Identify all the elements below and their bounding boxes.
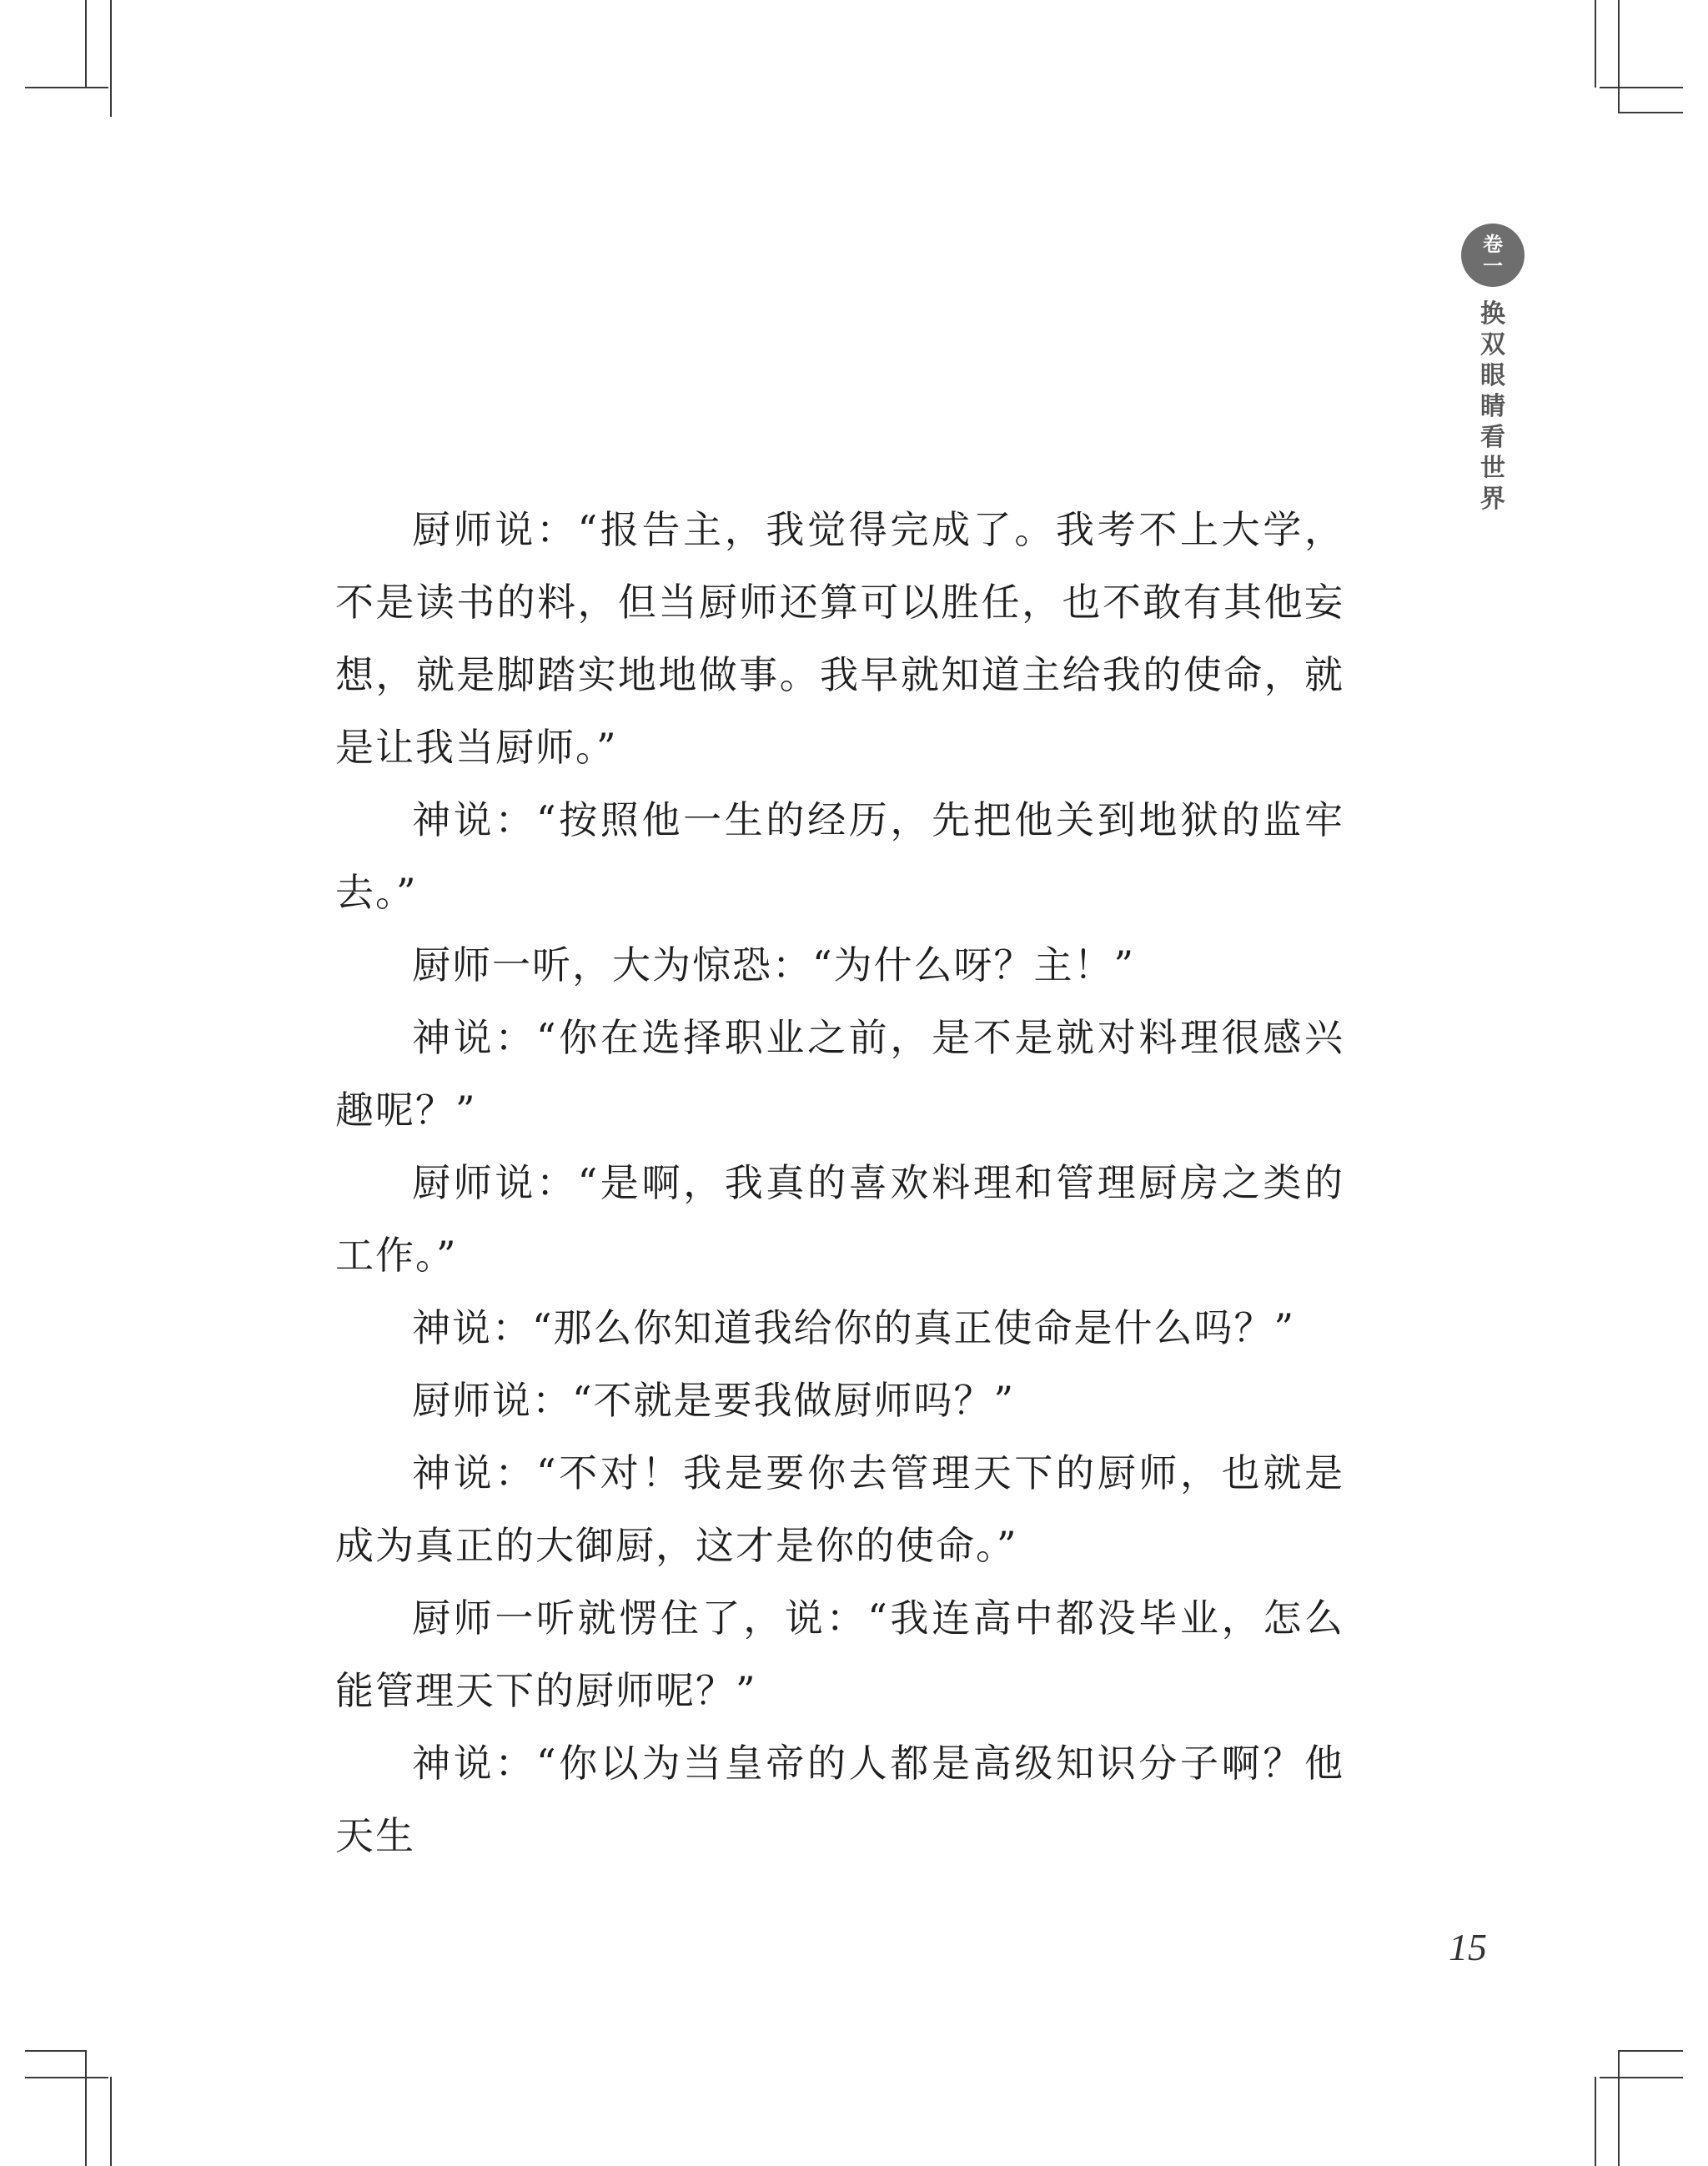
- crop-mark-top-right-horizontal: [1600, 87, 1683, 88]
- paragraph: 厨师说：“是啊，我真的喜欢料理和管理厨房之类的工作。”: [335, 1160, 1344, 1278]
- body-text: [335, 494, 1344, 1872]
- crop-mark-bottom-left-vertical-outer: [110, 2077, 112, 2166]
- volume-badge: [1461, 224, 1525, 287]
- crop-mark-bottom-left-horizontal-inner: [25, 2050, 85, 2052]
- crop-mark-top-left-vertical-outer: [110, 0, 112, 117]
- crop-mark-bottom-right-vertical: [1595, 2077, 1596, 2166]
- paragraph: 神说：“那么你知道我给你的真正使命是什么吗？”: [412, 1305, 1296, 1350]
- crop-mark-top-left-vertical-inner: [85, 0, 87, 88]
- crop-mark-bottom-left-vertical: [85, 2050, 87, 2166]
- page-number: 15: [1449, 1926, 1487, 1968]
- chapter-title-vertical: 换双眼睛看世界: [1480, 299, 1505, 514]
- crop-mark-top-right-vertical-outer: [1618, 0, 1620, 113]
- paragraph: 厨师一听，大为惊恐：“为什么呀？主！”: [412, 942, 1136, 988]
- paragraph: 厨师说：“不就是要我做厨师吗？”: [412, 1378, 1016, 1423]
- chapter-side-tab: [1461, 224, 1525, 515]
- paragraph: 神说：“按照他一生的经历，先把他关到地狱的监牢去。”: [335, 797, 1344, 915]
- paragraph: 神说：“不对！我是要你去管理天下的厨师，也就是成为真正的大御厨，这才是你的使命。”: [335, 1450, 1344, 1568]
- volume-char-2: 一: [1483, 254, 1503, 278]
- crop-mark-bottom-right-horizontal-inner: [1618, 2050, 1683, 2052]
- crop-mark-top-right-horizontal-outer: [1618, 112, 1683, 113]
- crop-mark-bottom-right-horizontal: [1600, 2077, 1683, 2078]
- volume-char-1: 卷: [1483, 232, 1503, 256]
- crop-mark-top-left-horizontal: [25, 87, 108, 88]
- crop-mark-top-right-vertical: [1595, 0, 1596, 88]
- paragraph: 神说：“你在选择职业之前，是不是就对料理很感兴趣呢？”: [335, 1015, 1344, 1133]
- paragraph: 厨师说：“报告主，我觉得完成了。我考不上大学，不是读书的料，但当厨师还算可以胜任，也不敢有其他妄想，就是脚踏实地地做事。我早就知道主给我的使命，就是让我当厨师。”: [335, 507, 1344, 770]
- paragraph: 厨师一听就愣住了，说：“我连高中都没毕业，怎么能管理天下的厨师呢？”: [335, 1596, 1344, 1713]
- crop-mark-bottom-right-vertical-outer: [1618, 2050, 1620, 2166]
- crop-mark-bottom-left-horizontal: [25, 2077, 108, 2078]
- paragraph: 神说：“你以为当皇帝的人都是高级知识分子啊？他天生: [335, 1741, 1344, 1858]
